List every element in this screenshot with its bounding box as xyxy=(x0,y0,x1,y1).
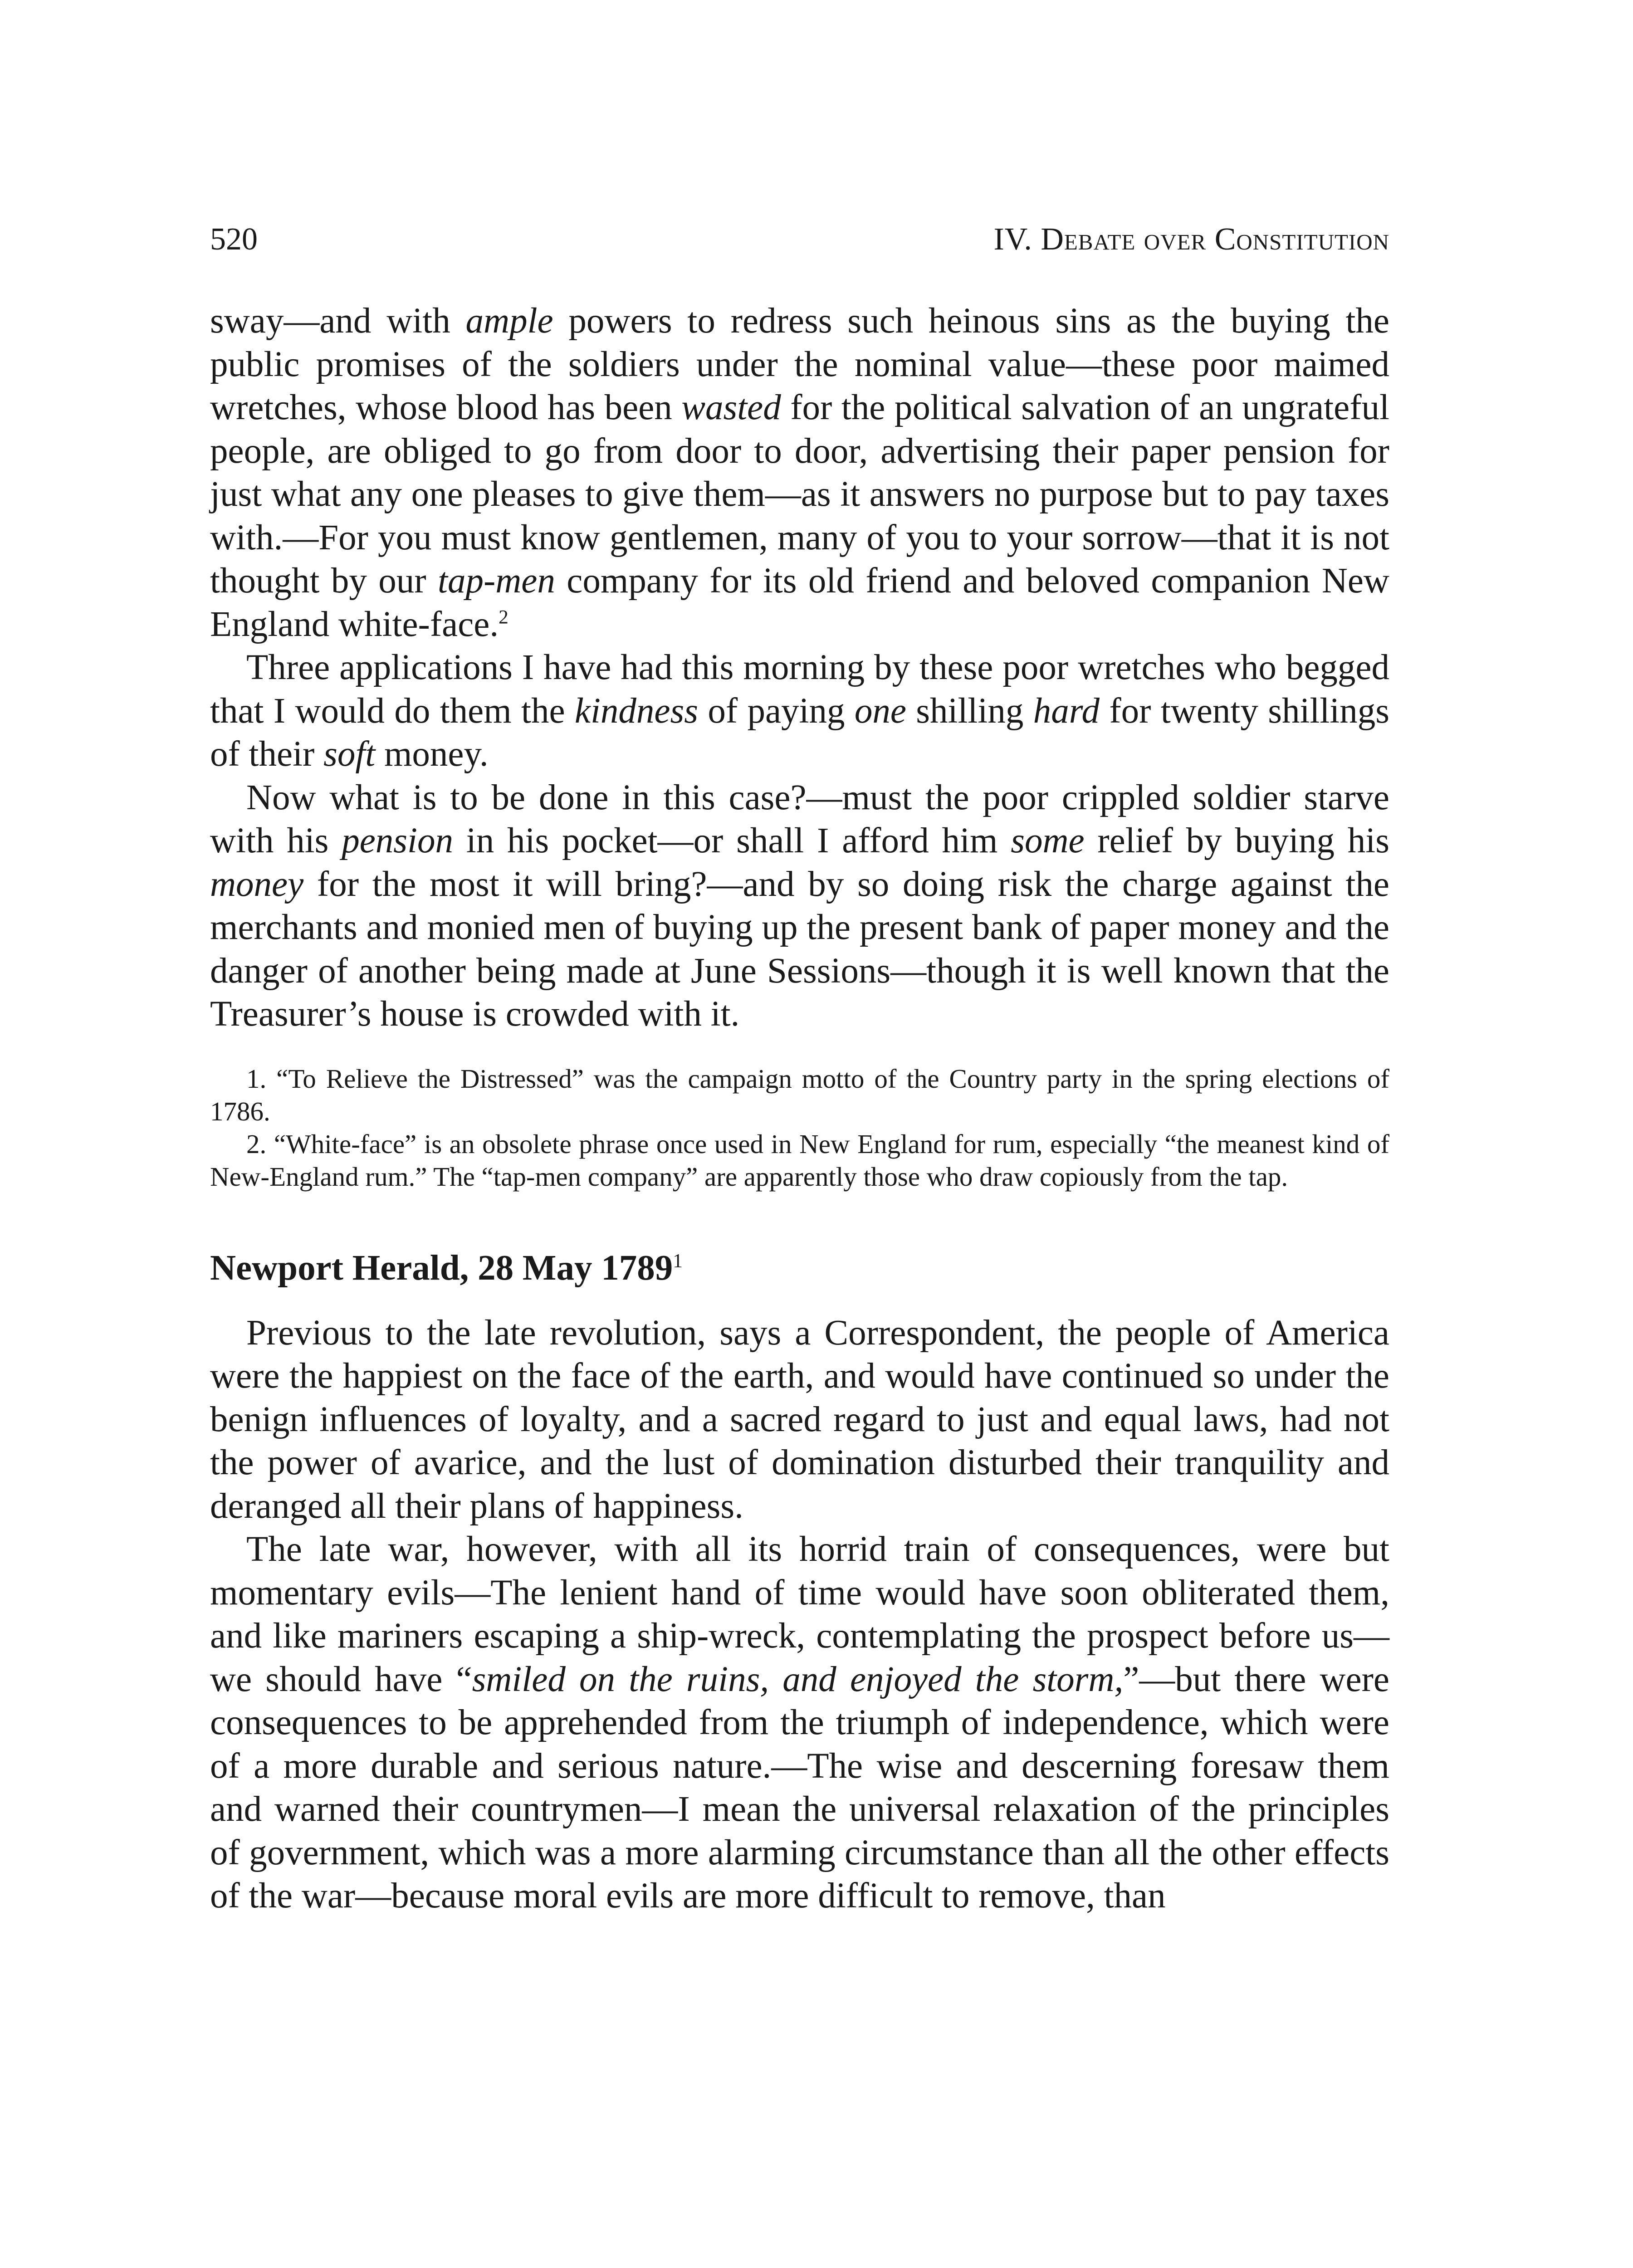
paragraph: The late war, however, with all its horrid train of consequences, were but momentary evils—The lenient hand of time would have soon obliterated them, and like mariners escaping a ship-wreck, contemplating the prospect before us—we should have “smiled on the ruins, and enjoyed the storm,”—but there were consequences to be apprehended from the triumph of independence, which were of a more durable and serious nature.—The wise and descerning foresaw them and warned their countrymen—I mean the universal relaxation of the principles of government, which was a more alarming circumstance than all the other effects of the war—because moral evils are more difficult to remove, than xyxy=(210,1530,1389,1916)
paragraph: Previous to the late revolution, says a Correspondent, the people of America were the happiest on the face of the earth, and would have continued so under the benign influences of loyalty, and a sacred regard to just and equal laws, had not the power of avarice, and the lust of domination disturbed their tranquility and deranged all their plans of happiness. xyxy=(210,1313,1389,1526)
footnote-ref: 2 xyxy=(499,606,508,628)
paragraph: Now what is to be done in this case?—must the poor crippled soldier starve with his pension in his pocket—or shall I afford him some relief by buying his money for the most it will bring?—and by so doing risk the charge against the merchants and monied men of buying up the present bank of paper money and the danger of another being made at June Sessions—though it is well known that the Treasurer’s house is crowded with it. xyxy=(210,777,1389,1034)
continued-paragraph: sway—and with ample powers to redress such heinous sins as the buying the public promises of the soldiers under the nominal value—these poor maimed wretches, whose blood has been wasted for the political salvation of an ungrateful people, are obliged to go from door to door, advertising their paper pension for just what any one pleases to give them—as it answers no purpose but to pay taxes with.—For you must know gentlemen, many of you to your sorrow—that it is not thought by our tap-men company for its old friend and beloved companion New England white-face.$^2$ xyxy=(210,301,1389,644)
page-body xyxy=(210,299,1389,1918)
footnote: 1. “To Relieve the Distressed” was the campaign motto of the Country party in the spring elections of 1786. xyxy=(210,1063,1389,1126)
paragraph: Three applications I have had this morning by these poor wretches who begged that I would do them the kindness of paying one shilling hard for twenty shillings of their soft money. xyxy=(210,648,1389,774)
footnotes xyxy=(210,1062,1389,1193)
page-number: 520 xyxy=(210,222,258,257)
section-title: IV. Debate over Constitution xyxy=(993,222,1389,257)
article-heading: Newport Herald, 28 May 1789$^1$ xyxy=(210,1248,683,1288)
footnote-ref: 1 xyxy=(673,1250,683,1272)
running-head xyxy=(210,221,1389,258)
footnote: 2. “White-face” is an obsolete phrase once used in New England for rum, especially “the meanest kind of New-England rum.” The “tap-men company” are apparently those who draw copiously from the tap. xyxy=(210,1129,1389,1192)
